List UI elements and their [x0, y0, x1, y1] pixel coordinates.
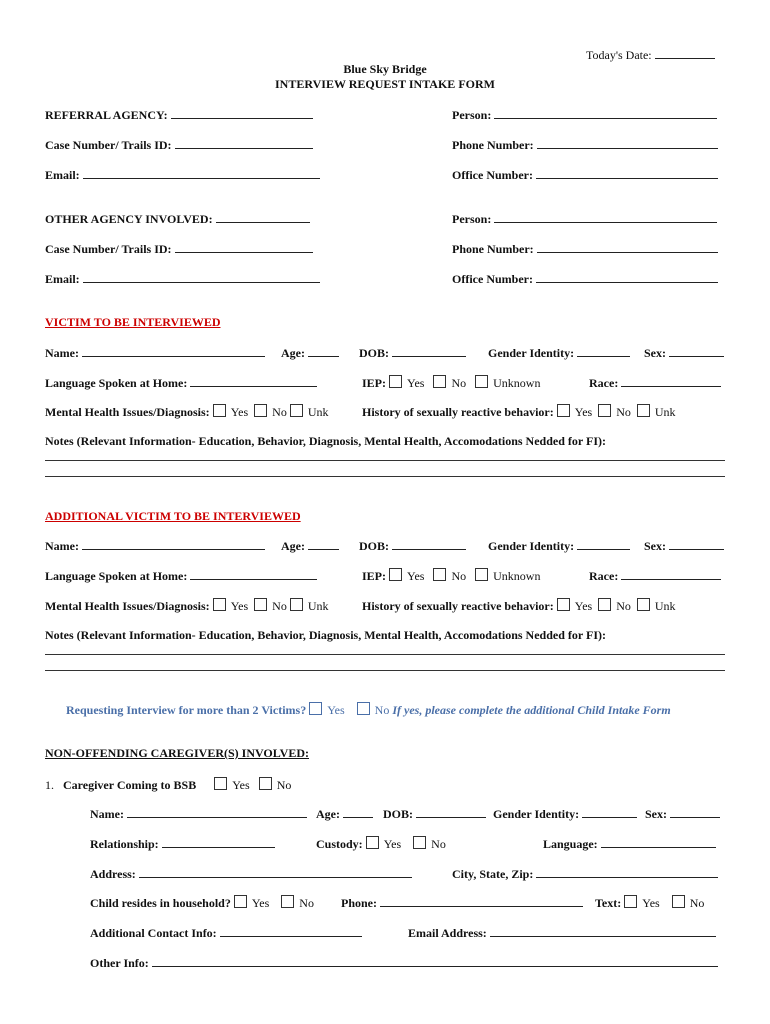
other-person-field [452, 211, 717, 226]
caregiver-other-label: Other Info: [90, 956, 149, 970]
victim-history-unk-label: Unk [654, 405, 676, 419]
add-victim-history-label: History of sexually reactive behavior: [362, 599, 554, 613]
other-case-field [45, 241, 313, 256]
other-case-label: Case Number/ Trails ID: [45, 242, 172, 256]
victim-name-input[interactable] [82, 345, 265, 357]
victim-notes-label: Notes (Relevant Information- Education, Behavior, Diagnosis, Mental Health, Accomodations Nedded for FI): [45, 434, 606, 448]
victim-age-input[interactable] [308, 345, 339, 357]
additional-victim-heading: ADDITIONAL VICTIM TO BE INTERVIEWED [45, 509, 301, 523]
victim-iep-unknown-checkbox[interactable] [475, 375, 488, 388]
caregiver-resides-field [90, 895, 314, 910]
referral-agency-field [45, 107, 313, 122]
caregiver-other-field [90, 955, 718, 970]
other-office-label: Office Number: [452, 272, 533, 286]
caregiver-gender-label: Gender Identity: [493, 807, 580, 821]
add-victim-dob-input[interactable] [392, 538, 466, 550]
victim-mh-no-label: No [272, 405, 287, 419]
caregiver-contact-field [90, 925, 362, 940]
add-victim-notes-line-2[interactable] [45, 670, 725, 671]
caregiver-language-input[interactable] [601, 836, 716, 848]
other-phone-label: Phone Number: [452, 242, 534, 256]
other-email-input[interactable] [83, 271, 320, 283]
other-phone-field [452, 241, 718, 256]
caregiver-city-field [452, 866, 718, 881]
victim-age-field [281, 345, 339, 360]
add-victim-gender-label: Gender Identity: [488, 539, 575, 553]
caregiver-custody-field [316, 836, 446, 851]
caregiver-language-field [543, 836, 716, 851]
add-victim-history-unk-label: Unk [654, 599, 676, 613]
referral-person-input[interactable] [494, 107, 717, 119]
caregiver-resides-yes-label: Yes [251, 896, 270, 910]
caregiver-custody-yes-checkbox[interactable] [366, 836, 379, 849]
add-victim-age-input[interactable] [308, 538, 339, 550]
form-title: INTERVIEW REQUEST INTAKE FORM [275, 77, 495, 91]
victim-dob-field [359, 345, 466, 360]
add-victim-gender-field [488, 538, 630, 553]
add-victim-history-yes-checkbox[interactable] [557, 598, 570, 611]
other-case-input[interactable] [175, 241, 313, 253]
caregiver-dob-field [383, 806, 486, 821]
victim-mh-no-checkbox[interactable] [254, 404, 267, 417]
add-victim-iep-yes-checkbox[interactable] [389, 568, 402, 581]
other-office-field [452, 271, 718, 286]
referral-case-input[interactable] [175, 137, 313, 149]
caregiver-contact-label: Additional Contact Info: [90, 926, 217, 940]
victim-language-field [45, 375, 317, 390]
add-victim-mental-health-field [45, 598, 329, 613]
referral-email-label: Email: [45, 168, 80, 182]
other-agency-input[interactable] [216, 211, 310, 223]
caregiver-gender-field [493, 806, 637, 821]
referral-person-label: Person: [452, 108, 492, 122]
caregiver-text-yes-checkbox[interactable] [624, 895, 637, 908]
victim-gender-field [488, 345, 630, 360]
more-victims-question-label: Requesting Interview for more than 2 Victims? [66, 703, 307, 717]
add-victim-gender-input[interactable] [577, 538, 630, 550]
caregiver-custody-no-label: No [431, 837, 446, 851]
referral-phone-field [452, 137, 718, 152]
add-victim-iep-label: IEP: [362, 569, 386, 583]
victim-race-input[interactable] [621, 375, 721, 387]
add-victim-history-unk-checkbox[interactable] [637, 598, 650, 611]
victim-sex-input[interactable] [669, 345, 724, 357]
caregiver-text-no-checkbox[interactable] [672, 895, 685, 908]
caregiver-resides-label: Child resides in household? [90, 896, 231, 910]
caregiver-sex-label: Sex: [645, 807, 667, 821]
victim-mh-unk-checkbox[interactable] [290, 404, 303, 417]
victim-iep-no-label: No [451, 376, 467, 390]
victim-sex-label: Sex: [644, 346, 666, 360]
add-victim-name-field [45, 538, 265, 553]
more-victims-yes-checkbox[interactable] [309, 702, 322, 715]
caregiver-resides-no-label: No [299, 896, 314, 910]
add-victim-notes-line-1[interactable] [45, 654, 725, 655]
victim-history-no-label: No [616, 405, 631, 419]
victim-history-unk-checkbox[interactable] [637, 404, 650, 417]
more-victims-no-label: No [374, 703, 390, 717]
caregiver-phone-label: Phone: [341, 896, 377, 910]
victim-iep-label: IEP: [362, 376, 386, 390]
victim-name-label: Name: [45, 346, 79, 360]
victim-iep-unknown-label: Unknown [493, 376, 541, 390]
caregiver-coming-no-checkbox[interactable] [259, 777, 272, 790]
referral-agency-label: REFERRAL AGENCY: [45, 108, 168, 122]
victim-language-label: Language Spoken at Home: [45, 376, 188, 390]
caregiver-age-input[interactable] [343, 806, 373, 818]
victim-gender-label: Gender Identity: [488, 346, 575, 360]
add-victim-iep-unknown-checkbox[interactable] [475, 568, 488, 581]
todays-date-label: Today's Date: [586, 48, 652, 62]
add-victim-dob-label: DOB: [359, 539, 389, 553]
referral-agency-input[interactable] [171, 107, 313, 119]
referral-office-field [452, 167, 718, 182]
referral-case-field [45, 137, 313, 152]
victim-iep-yes-label: Yes [407, 376, 425, 390]
org-name: Blue Sky Bridge [343, 62, 427, 76]
referral-case-label: Case Number/ Trails ID: [45, 138, 172, 152]
caregiver-sex-field [645, 806, 720, 821]
add-victim-race-field [589, 568, 721, 583]
add-victim-iep-no-checkbox[interactable] [433, 568, 446, 581]
caregiver-dob-input[interactable] [416, 806, 486, 818]
add-victim-iep-unknown-label: Unknown [493, 569, 541, 583]
victim-history-label: History of sexually reactive behavior: [362, 405, 554, 419]
todays-date-input[interactable] [655, 47, 715, 59]
more-victims-no-checkbox[interactable] [357, 702, 370, 715]
add-victim-history-field [362, 598, 676, 613]
other-email-field [45, 271, 320, 286]
more-victims-note: If yes, please complete the additional Child Intake Form [392, 703, 671, 717]
caregiver-address-label: Address: [90, 867, 136, 881]
other-agency-field [45, 211, 310, 226]
victim-notes-line-2[interactable] [45, 476, 725, 477]
caregiver-text-field [595, 895, 704, 910]
victim-mental-health-label: Mental Health Issues/Diagnosis: [45, 405, 210, 419]
caregiver-relationship-field [90, 836, 275, 851]
victim-notes-line-1[interactable] [45, 460, 725, 461]
add-victim-sex-input[interactable] [669, 538, 724, 550]
add-victim-race-input[interactable] [621, 568, 721, 580]
caregiver-dob-label: DOB: [383, 807, 413, 821]
caregiver-coming-yes-label: Yes [232, 778, 250, 792]
add-victim-language-field [45, 568, 317, 583]
victim-history-yes-checkbox[interactable] [557, 404, 570, 417]
caregiver-gender-input[interactable] [582, 806, 637, 818]
caregiver-name-input[interactable] [127, 806, 307, 818]
add-victim-language-label: Language Spoken at Home: [45, 569, 188, 583]
other-agency-label: OTHER AGENCY INVOLVED: [45, 212, 213, 226]
referral-email-field [45, 167, 320, 182]
add-victim-name-input[interactable] [82, 538, 265, 550]
caregiver-custody-yes-label: Yes [383, 837, 402, 851]
caregiver-relationship-input[interactable] [162, 836, 275, 848]
add-victim-age-label: Age: [281, 539, 305, 553]
caregiver-email-label: Email Address: [408, 926, 487, 940]
caregiver-coming-no-label: No [276, 778, 292, 792]
caregiver-custody-label: Custody: [316, 837, 363, 851]
caregiver-email-input[interactable] [490, 925, 716, 937]
victim-heading: VICTIM TO BE INTERVIEWED [45, 315, 221, 329]
more-victims-question [66, 702, 671, 717]
add-victim-mh-no-checkbox[interactable] [254, 598, 267, 611]
caregiver-text-yes-label: Yes [642, 896, 660, 910]
add-victim-language-input[interactable] [190, 568, 317, 580]
victim-age-label: Age: [281, 346, 305, 360]
caregiver-age-field [316, 806, 373, 821]
victim-language-input[interactable] [190, 375, 317, 387]
caregiver-name-label: Name: [90, 807, 124, 821]
referral-person-field [452, 107, 717, 122]
add-victim-sex-label: Sex: [644, 539, 666, 553]
caregivers-heading: NON-OFFENDING CAREGIVER(S) INVOLVED: [45, 746, 309, 760]
add-victim-race-label: Race: [589, 569, 619, 583]
caregiver-language-label: Language: [543, 837, 598, 851]
victim-sex-field [644, 345, 724, 360]
add-victim-age-field [281, 538, 339, 553]
victim-mh-unk-label: Unk [307, 405, 329, 419]
other-email-label: Email: [45, 272, 80, 286]
add-victim-history-no-label: No [616, 599, 631, 613]
referral-office-label: Office Number: [452, 168, 533, 182]
other-phone-input[interactable] [537, 241, 718, 253]
caregiver-address-field [90, 866, 412, 881]
add-victim-mh-yes-checkbox[interactable] [213, 598, 226, 611]
caregiver-resides-yes-checkbox[interactable] [234, 895, 247, 908]
caregiver-phone-input[interactable] [380, 895, 583, 907]
victim-history-field [362, 404, 676, 419]
caregiver-contact-input[interactable] [220, 925, 362, 937]
caregiver-email-field [408, 925, 716, 940]
caregiver-relationship-label: Relationship: [90, 837, 159, 851]
victim-name-field [45, 345, 265, 360]
other-office-input[interactable] [536, 271, 718, 283]
victim-iep-yes-checkbox[interactable] [389, 375, 402, 388]
add-victim-iep-yes-label: Yes [407, 569, 425, 583]
caregiver-name-field [90, 806, 307, 821]
victim-gender-input[interactable] [577, 345, 630, 357]
caregiver-age-label: Age: [316, 807, 340, 821]
referral-office-input[interactable] [536, 167, 718, 179]
add-victim-mh-no-label: No [272, 599, 287, 613]
caregiver-sex-input[interactable] [670, 806, 720, 818]
add-victim-iep-field [362, 568, 540, 583]
add-victim-history-yes-label: Yes [574, 599, 593, 613]
victim-race-label: Race: [589, 376, 619, 390]
add-victim-mh-unk-checkbox[interactable] [290, 598, 303, 611]
add-victim-notes-label: Notes (Relevant Information- Education, Behavior, Diagnosis, Mental Health, Accomodations Nedded for FI): [45, 628, 606, 642]
add-victim-history-no-checkbox[interactable] [598, 598, 611, 611]
caregiver-address-input[interactable] [139, 866, 412, 878]
more-victims-yes-label: Yes [327, 703, 345, 717]
victim-iep-field [362, 375, 540, 390]
add-victim-dob-field [359, 538, 466, 553]
caregiver-text-label: Text: [595, 896, 622, 910]
victim-mh-yes-checkbox[interactable] [213, 404, 226, 417]
other-person-input[interactable] [494, 211, 717, 223]
add-victim-mh-yes-label: Yes [230, 599, 249, 613]
caregiver-coming-label: Caregiver Coming to BSB [63, 778, 197, 792]
caregiver-city-label: City, State, Zip: [452, 867, 534, 881]
caregiver-phone-field [341, 895, 583, 910]
caregiver-resides-no-checkbox[interactable] [281, 895, 294, 908]
victim-iep-no-checkbox[interactable] [433, 375, 446, 388]
caregiver-1-coming-field [45, 777, 291, 792]
referral-phone-label: Phone Number: [452, 138, 534, 152]
add-victim-mental-health-label: Mental Health Issues/Diagnosis: [45, 599, 210, 613]
caregiver-other-input[interactable] [152, 955, 718, 967]
add-victim-sex-field [644, 538, 724, 553]
victim-history-no-checkbox[interactable] [598, 404, 611, 417]
caregiver-coming-yes-checkbox[interactable] [214, 777, 227, 790]
caregiver-text-no-label: No [689, 896, 705, 910]
victim-dob-input[interactable] [392, 345, 466, 357]
victim-mh-yes-label: Yes [230, 405, 249, 419]
add-victim-iep-no-label: No [451, 569, 467, 583]
victim-history-yes-label: Yes [574, 405, 593, 419]
caregiver-custody-no-checkbox[interactable] [413, 836, 426, 849]
referral-email-input[interactable] [83, 167, 320, 179]
todays-date-field [586, 47, 715, 62]
victim-race-field [589, 375, 721, 390]
victim-mental-health-field [45, 404, 329, 419]
victim-dob-label: DOB: [359, 346, 389, 360]
add-victim-name-label: Name: [45, 539, 79, 553]
other-person-label: Person: [452, 212, 492, 226]
referral-phone-input[interactable] [537, 137, 718, 149]
caregiver-item-number: 1. [45, 778, 54, 792]
caregiver-city-input[interactable] [536, 866, 718, 878]
add-victim-mh-unk-label: Unk [307, 599, 329, 613]
